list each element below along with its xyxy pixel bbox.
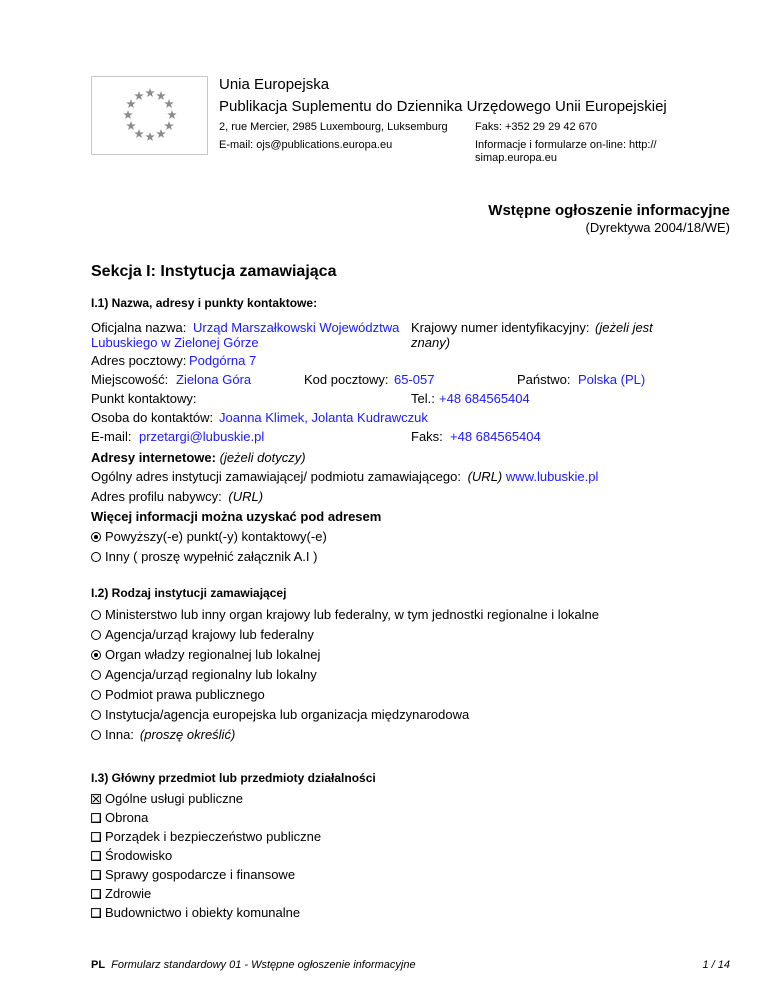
activity-option[interactable]: Budownictwo i obiekty komunalne bbox=[91, 905, 300, 920]
checkbox-empty-icon[interactable] bbox=[91, 832, 101, 842]
radio-empty-icon[interactable] bbox=[91, 630, 101, 640]
radio-selected-icon[interactable] bbox=[91, 650, 101, 660]
town-value: Zielona Góra bbox=[176, 372, 252, 387]
notice-title: Wstępne ogłoszenie informacyjne bbox=[488, 202, 730, 219]
checkbox-empty-icon[interactable] bbox=[91, 889, 101, 899]
authority-option[interactable]: Instytucja/agencja europejska lub organizacja międzynarodowa bbox=[91, 707, 469, 722]
postcode-label: Kod pocztowy: bbox=[304, 372, 389, 387]
footer-page-number: 1 / 14 bbox=[702, 959, 730, 971]
country-label: Państwo: bbox=[517, 372, 571, 387]
checkbox-empty-icon[interactable] bbox=[91, 813, 101, 823]
tel-value: +48 684565404 bbox=[439, 391, 530, 406]
buyer-profile-label: Adres profilu nabywcy: bbox=[91, 489, 222, 504]
authority-option[interactable]: Agencja/urząd regionalny lub lokalny bbox=[91, 667, 317, 682]
email-value[interactable]: przetargi@lubuskie.pl bbox=[139, 429, 265, 444]
postal-value: Podgórna 7 bbox=[189, 353, 257, 368]
radio-empty-icon[interactable] bbox=[91, 690, 101, 700]
internet-note: (jeżeli dotyczy) bbox=[219, 450, 306, 465]
section-heading: Sekcja I: Instytucja zamawiająca bbox=[91, 263, 337, 280]
header-title: Unia Europejska bbox=[219, 76, 330, 93]
radio-empty-icon[interactable] bbox=[91, 552, 101, 562]
footer-lang: PL bbox=[91, 959, 106, 971]
eu-stars-icon bbox=[92, 77, 207, 154]
fax-value: +48 684565404 bbox=[450, 429, 541, 444]
eu-flag-logo bbox=[91, 76, 208, 155]
radio-empty-icon[interactable] bbox=[91, 730, 101, 740]
header-subtitle: Publikacja Suplementu do Dziennika Urzędowego Unii Europejskiej bbox=[219, 98, 667, 115]
i1-heading: I.1) Nazwa, adresy i punkty kontaktowe: bbox=[91, 296, 318, 310]
tel-label: Tel.: bbox=[411, 391, 435, 406]
notice-directive: (Dyrektywa 2004/18/WE) bbox=[585, 220, 730, 235]
email-label: E-mail: bbox=[91, 429, 132, 444]
i2-heading: I.2) Rodzaj instytucji zamawiającej bbox=[91, 586, 287, 600]
town-label: Miejscowość: bbox=[91, 372, 169, 387]
checkbox-empty-icon[interactable] bbox=[91, 908, 101, 918]
header-address: 2, rue Mercier, 2985 Luxembourg, Luksemburg bbox=[219, 121, 448, 133]
header-online-line1: Informacje i formularze on-line: http:// bbox=[475, 139, 657, 151]
fax-label: Faks: bbox=[411, 429, 443, 444]
checkbox-empty-icon[interactable] bbox=[91, 851, 101, 861]
i3-heading: I.3) Główny przedmiot lub przedmioty działalności bbox=[91, 771, 376, 785]
general-address-link[interactable]: www.lubuskie.pl bbox=[505, 469, 599, 484]
activity-option[interactable]: Porządek i bezpieczeństwo publiczne bbox=[91, 829, 321, 844]
contact-point-label: Punkt kontaktowy: bbox=[91, 391, 197, 406]
general-address-label: Ogólny adres instytucji zamawiającej/ podmiotu zamawiającego: bbox=[91, 469, 461, 484]
authority-option[interactable]: Organ władzy regionalnej lub lokalnej bbox=[91, 647, 320, 662]
radio-empty-icon[interactable] bbox=[91, 710, 101, 720]
postal-label: Adres pocztowy: bbox=[91, 353, 187, 368]
radio-selected-icon[interactable] bbox=[91, 532, 101, 542]
national-id-note1: (jeżeli jest bbox=[595, 320, 653, 335]
radio-empty-icon[interactable] bbox=[91, 670, 101, 680]
header-online-line2: simap.europa.eu bbox=[475, 152, 557, 164]
official-name-line2: Lubuskiego w Zielonej Górze bbox=[91, 335, 259, 350]
internet-label: Adresy internetowe: bbox=[91, 450, 216, 465]
activity-option[interactable]: Obrona bbox=[91, 810, 148, 825]
header-email: E-mail: ojs@publications.europa.eu bbox=[219, 139, 393, 151]
contact-person-label: Osoba do kontaktów: bbox=[91, 410, 214, 425]
national-id-label: Krajowy numer identyfikacyjny: bbox=[411, 320, 590, 335]
footer-form-label bbox=[91, 959, 416, 971]
checkbox-checked-icon[interactable] bbox=[91, 794, 101, 804]
activity-option[interactable]: Ogólne usługi publiczne bbox=[91, 791, 243, 806]
footer-form-name: Formularz standardowy 01 - Wstępne ogłoszenie informacyjne bbox=[111, 959, 416, 971]
official-name-line1: Urząd Marszałkowski Województwa bbox=[193, 320, 400, 335]
header-fax: Faks: +352 29 29 42 670 bbox=[475, 121, 598, 133]
authority-option[interactable]: Agencja/urząd krajowy lub federalny bbox=[91, 627, 314, 642]
general-address-url-tag: (URL) bbox=[467, 469, 503, 484]
contact-person-value: Joanna Klimek, Jolanta Kudrawczuk bbox=[219, 410, 428, 425]
authority-option[interactable]: Ministerstwo lub inny organ krajowy lub federalny, w tym jednostki regionalne i lokalne bbox=[91, 607, 599, 622]
authority-option-other[interactable]: Inna: (proszę określić) bbox=[91, 727, 235, 742]
more-info-label: Więcej informacji można uzyskać pod adresem bbox=[91, 509, 382, 524]
official-name-label: Oficjalna nazwa: bbox=[91, 320, 187, 335]
country-value: Polska (PL) bbox=[578, 372, 646, 387]
more-info-option-other[interactable]: Inny ( proszę wypełnić załącznik A.I ) bbox=[91, 549, 317, 564]
activity-option[interactable]: Sprawy gospodarcze i finansowe bbox=[91, 867, 295, 882]
radio-empty-icon[interactable] bbox=[91, 610, 101, 620]
activity-option[interactable]: Zdrowie bbox=[91, 886, 151, 901]
national-id-note2: znany) bbox=[411, 335, 451, 350]
buyer-profile-url-tag: (URL) bbox=[228, 489, 264, 504]
more-info-option-contact[interactable]: Powyższy(-e) punkt(-y) kontaktowy(-e) bbox=[91, 529, 327, 544]
authority-option[interactable]: Podmiot prawa publicznego bbox=[91, 687, 265, 702]
authority-other-note: (proszę określić) bbox=[139, 727, 236, 742]
postcode-value: 65-057 bbox=[394, 372, 435, 387]
checkbox-empty-icon[interactable] bbox=[91, 870, 101, 880]
activity-option[interactable]: Środowisko bbox=[91, 848, 172, 863]
